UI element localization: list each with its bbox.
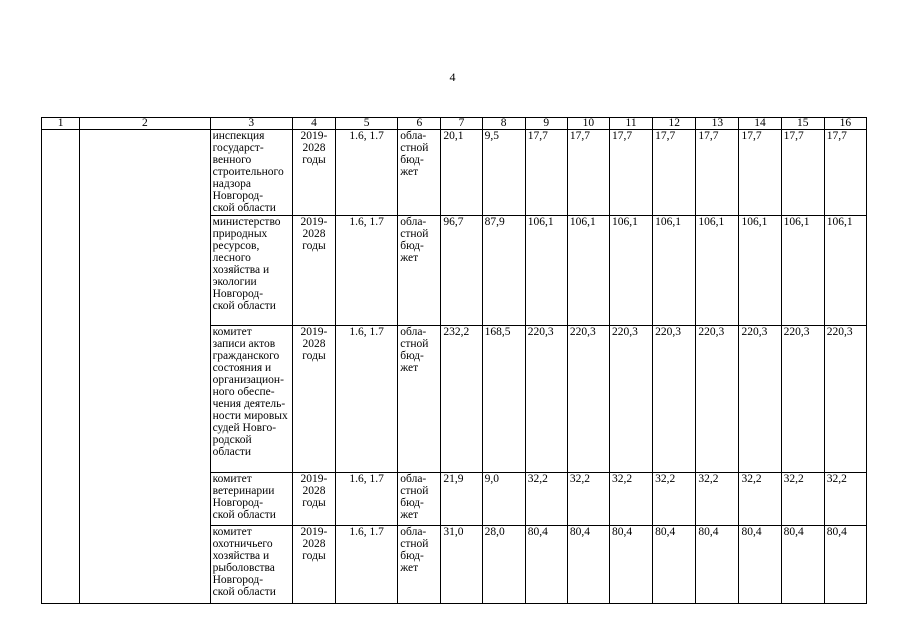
source-cell: обла- стной бюд- жет (398, 326, 441, 473)
budget-table (41, 117, 867, 604)
value-cell-col-7: 31,0 (441, 526, 482, 604)
value-cell-col-7: 21,9 (441, 473, 482, 526)
column-number-7: 7 (441, 118, 482, 130)
merged-cell-col-2 (80, 130, 210, 604)
org-cell: министерство природных ресурсов, лесного хозяйства и экологии Новгород- ской области (210, 216, 292, 326)
value-cell-col-13: 32,2 (696, 473, 739, 526)
source-cell: обла- стной бюд- жет (398, 473, 441, 526)
table-row (42, 130, 867, 216)
column-number-row (42, 118, 867, 130)
period-cell: 2019- 2028 годы (292, 216, 335, 326)
value-cell-col-13: 80,4 (696, 526, 739, 604)
event-cell: 1.6, 1.7 (336, 473, 398, 526)
value-cell-col-11: 17,7 (610, 130, 653, 216)
value-cell-col-12: 106,1 (653, 216, 696, 326)
value-cell-col-13: 106,1 (696, 216, 739, 326)
column-number-15: 15 (781, 118, 824, 130)
value-cell-col-7: 20,1 (441, 130, 482, 216)
org-cell: комитет охотничьего хозяйства и рыболовства Новгород- ской области (210, 526, 292, 604)
column-number-11: 11 (610, 118, 653, 130)
event-cell: 1.6, 1.7 (336, 216, 398, 326)
value-cell-col-8: 9,0 (482, 473, 525, 526)
value-cell-col-10: 80,4 (567, 526, 609, 604)
page-number: 4 (449, 70, 456, 84)
value-cell-col-9: 106,1 (525, 216, 567, 326)
event-cell: 1.6, 1.7 (336, 526, 398, 604)
value-cell-col-11: 80,4 (610, 526, 653, 604)
period-cell: 2019- 2028 годы (292, 473, 335, 526)
table-body (42, 118, 867, 604)
source-cell: обла- стной бюд- жет (398, 130, 441, 216)
value-cell-col-10: 106,1 (567, 216, 609, 326)
column-number-16: 16 (824, 118, 866, 130)
column-number-10: 10 (567, 118, 609, 130)
value-cell-col-16: 106,1 (824, 216, 866, 326)
source-cell: обла- стной бюд- жет (398, 526, 441, 604)
value-cell-col-12: 17,7 (653, 130, 696, 216)
value-cell-col-14: 80,4 (739, 526, 781, 604)
column-number-5: 5 (336, 118, 398, 130)
value-cell-col-7: 96,7 (441, 216, 482, 326)
column-number-4: 4 (292, 118, 335, 130)
org-cell: комитет ветеринарии Новгород- ской области (210, 473, 292, 526)
column-number-2: 2 (80, 118, 210, 130)
value-cell-col-16: 32,2 (824, 473, 866, 526)
value-cell-col-16: 80,4 (824, 526, 866, 604)
value-cell-col-11: 106,1 (610, 216, 653, 326)
value-cell-col-13: 220,3 (696, 326, 739, 473)
value-cell-col-15: 32,2 (781, 473, 824, 526)
column-number-8: 8 (482, 118, 525, 130)
value-cell-col-11: 220,3 (610, 326, 653, 473)
value-cell-col-12: 32,2 (653, 473, 696, 526)
value-cell-col-10: 32,2 (567, 473, 609, 526)
column-number-13: 13 (696, 118, 739, 130)
source-cell: обла- стной бюд- жет (398, 216, 441, 326)
value-cell-col-9: 32,2 (525, 473, 567, 526)
column-number-14: 14 (739, 118, 781, 130)
value-cell-col-15: 17,7 (781, 130, 824, 216)
value-cell-col-9: 220,3 (525, 326, 567, 473)
value-cell-col-7: 232,2 (441, 326, 482, 473)
value-cell-col-16: 220,3 (824, 326, 866, 473)
column-number-9: 9 (525, 118, 567, 130)
value-cell-col-15: 106,1 (781, 216, 824, 326)
value-cell-col-12: 80,4 (653, 526, 696, 604)
value-cell-col-10: 17,7 (567, 130, 609, 216)
value-cell-col-11: 32,2 (610, 473, 653, 526)
event-cell: 1.6, 1.7 (336, 326, 398, 473)
value-cell-col-8: 168,5 (482, 326, 525, 473)
value-cell-col-12: 220,3 (653, 326, 696, 473)
period-cell: 2019- 2028 годы (292, 526, 335, 604)
column-number-3: 3 (210, 118, 292, 130)
period-cell: 2019- 2028 годы (292, 130, 335, 216)
value-cell-col-14: 32,2 (739, 473, 781, 526)
merged-cell-col-1 (42, 130, 80, 604)
value-cell-col-8: 28,0 (482, 526, 525, 604)
value-cell-col-15: 220,3 (781, 326, 824, 473)
column-number-1: 1 (42, 118, 80, 130)
value-cell-col-16: 17,7 (824, 130, 866, 216)
value-cell-col-9: 17,7 (525, 130, 567, 216)
value-cell-col-14: 220,3 (739, 326, 781, 473)
org-cell: комитет записи актов гражданского состояния и организацион- ного обеспе- чения деятель- ности мировых судей Новго- родской области (210, 326, 292, 473)
column-number-12: 12 (653, 118, 696, 130)
value-cell-col-8: 87,9 (482, 216, 525, 326)
org-cell: инспекция государст- венного строительного надзора Новгород- ской области (210, 130, 292, 216)
value-cell-col-10: 220,3 (567, 326, 609, 473)
period-cell: 2019- 2028 годы (292, 326, 335, 473)
value-cell-col-15: 80,4 (781, 526, 824, 604)
value-cell-col-13: 17,7 (696, 130, 739, 216)
value-cell-col-14: 17,7 (739, 130, 781, 216)
value-cell-col-14: 106,1 (739, 216, 781, 326)
column-number-6: 6 (398, 118, 441, 130)
event-cell: 1.6, 1.7 (336, 130, 398, 216)
value-cell-col-9: 80,4 (525, 526, 567, 604)
value-cell-col-8: 9,5 (482, 130, 525, 216)
